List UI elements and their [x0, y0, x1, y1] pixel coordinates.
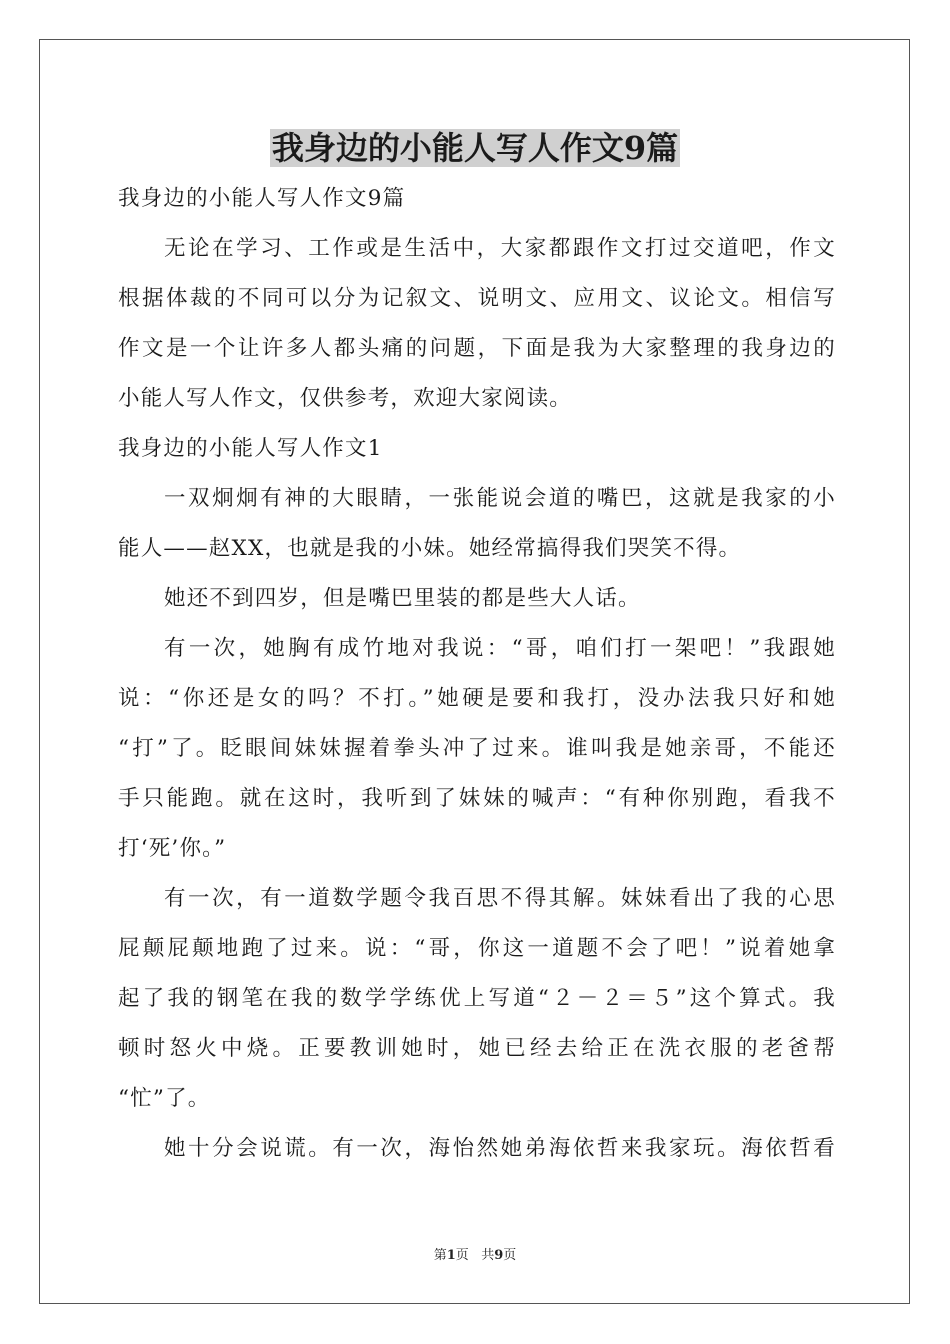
- body-line: “打”了。眨眼间妹妹握着拳头冲了过来。谁叫我是她亲哥，不能还: [118, 736, 836, 761]
- body-line: 手只能跑。就在这时，我听到了妹妹的喊声：“有种你别跑，看我不: [118, 786, 836, 811]
- footer-page-prefix: 第: [433, 1248, 447, 1263]
- footer-page-suffix: 页: [455, 1248, 469, 1263]
- body-line: 能人——赵XX，也就是我的小妹。她经常搞得我们哭笑不得。: [118, 536, 742, 561]
- body-line: 根据体裁的不同可以分为记叙文、说明文、应用文、议论文。相信写: [118, 286, 836, 311]
- body-line: 有一次，有一道数学题令我百思不得其解。妹妹看出了我的心思: [164, 886, 836, 911]
- body-line: 小能人写人作文，仅供参考，欢迎大家阅读。: [118, 386, 573, 411]
- page-footer: [0, 1246, 950, 1266]
- body-line: 她还不到四岁，但是嘴巴里装的都是些大人话。: [164, 586, 641, 611]
- body-line: 作文是一个让许多人都头痛的问题，下面是我为大家整理的我身边的: [118, 336, 836, 361]
- body-line: 一双炯炯有神的大眼睛，一张能说会道的嘴巴，这就是我家的小: [164, 486, 836, 511]
- body-line: 我身边的小能人写人作文1: [118, 436, 383, 461]
- document-body: [118, 174, 836, 1174]
- body-line: 她十分会说谎。有一次，海怡然她弟海依哲来我家玩。海依哲看: [164, 1136, 836, 1161]
- footer-page-number: 1: [446, 1248, 456, 1263]
- body-line: 打‘死’你。”: [118, 836, 227, 861]
- body-line: 说：“你还是女的吗？不打。”她硬是要和我打，没办法我只好和她: [118, 686, 836, 711]
- document-title-text: 我身边的小能人写人作文9篇: [271, 129, 679, 167]
- footer-total-suffix: 页: [503, 1248, 517, 1263]
- body-line: 顿时怒火中烧。正要教训她时，她已经去给正在洗衣服的老爸帮: [118, 1036, 836, 1061]
- body-line: 我身边的小能人写人作文9篇: [118, 186, 406, 211]
- footer-total-pages: 9: [494, 1248, 504, 1263]
- footer-total-prefix: 共: [481, 1248, 495, 1263]
- document-title: [0, 126, 950, 170]
- body-line: “忙”了。: [118, 1086, 211, 1111]
- body-line: 有一次，她胸有成竹地对我说：“哥，咱们打一架吧！”我跟她: [164, 636, 836, 661]
- body-line: 无论在学习、工作或是生活中，大家都跟作文打过交道吧，作文: [164, 236, 836, 261]
- body-line: 起了我的钢笔在我的数学学练优上写道“２－２＝５”这个算式。我: [118, 986, 836, 1011]
- body-line: 屁颠屁颠地跑了过来。说：“哥，你这一道题不会了吧！”说着她拿: [118, 936, 836, 961]
